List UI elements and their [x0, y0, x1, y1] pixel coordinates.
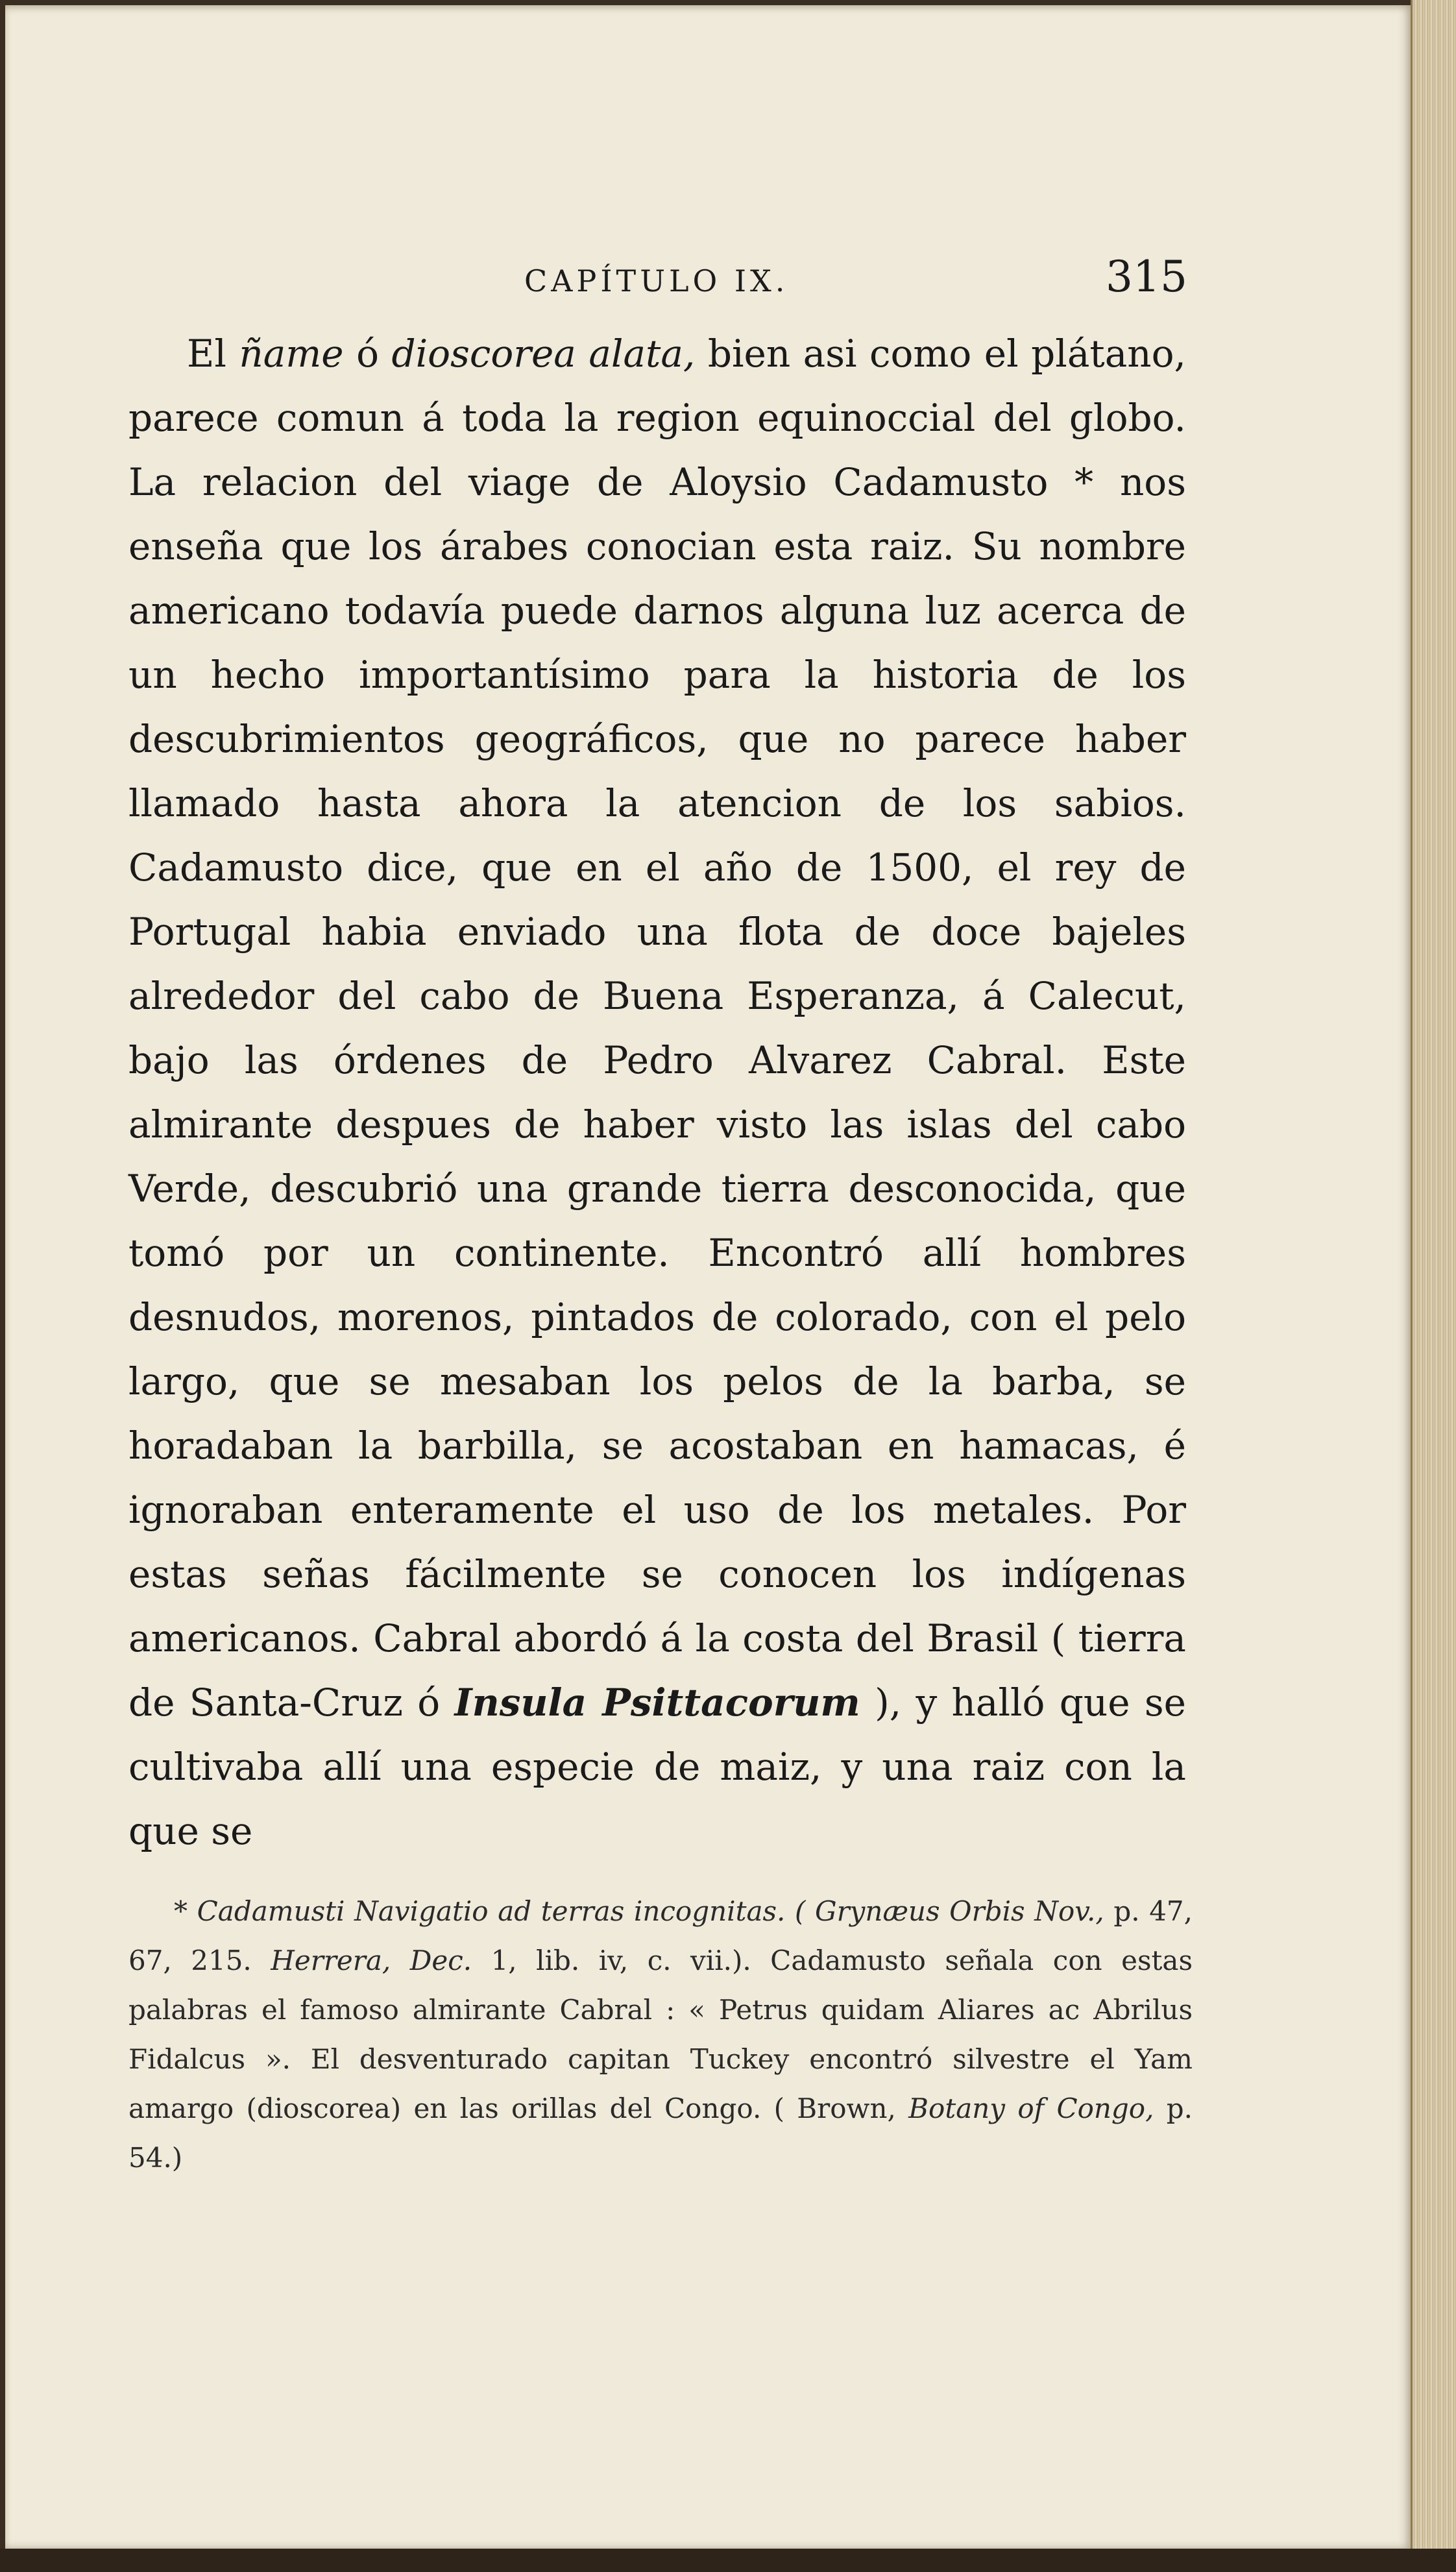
footnote-citation: Botany of Congo,	[908, 2093, 1154, 2124]
footnote-text: 1, lib. iv, c. vii.). Cadamusto señala con estas palabras el famoso almirante Cabral : « Petrus quidam Aliares ac Abrilus Fidalcus ». El desventurado capitan Tuckey encontró silvestre el Yam amargo (dioscorea) en las orillas del Congo. ( Brown,	[128, 1945, 1193, 2124]
italic-term: Insula Psittacorum	[454, 1680, 860, 1725]
paragraph	[128, 322, 1186, 1863]
footnote-marker: *	[174, 1895, 197, 1927]
footnote-citation: Herrera, Dec.	[271, 1945, 472, 1976]
page-header	[5, 252, 1411, 310]
footnote-paragraph	[128, 1887, 1193, 2183]
footnote	[128, 1887, 1193, 2183]
book-bottom-edge	[0, 2549, 1456, 2572]
page-number: 315	[1106, 252, 1187, 302]
running-head: CAPÍTULO IX.	[524, 263, 789, 298]
text-run: bien asi como el plátano, parece comun á toda la region equinoccial del globo. La relacion del viage de Aloysio Cadamusto * nos enseña que los árabes conocian esta raiz. Su nombre americano todavía puede darnos alguna luz acerca de un hecho importantísimo para la historia de los descubrimientos geográficos, que no parece haber llamado hasta ahora la atencion de los sabios. Cadamusto dice, que en el año de 1500, el rey de Portugal habia enviado una flota de doce bajeles alrededor del cabo de Buena Esperanza, á Calecut, bajo las órdenes de Pedro Alvarez Cabral. Este almirante despues de haber visto las islas del cabo Verde, descubrió una grande tierra desconocida, que tomó por un continente. Encontró allí hombres desnudos, morenos, pintados de colorado, con el pelo largo, que se mesaban los pelos de la barba, se horadaban la barbilla, se acostaban en hamacas, é ignoraban enteramente el uso de los metales. Por estas señas fácilmente se conocen los indígenas americanos. Cabral abordó á la costa del Brasil ( tierra de Santa-Cruz ó	[128, 332, 1186, 1725]
text-run: El	[187, 332, 239, 376]
footnote-citation: Cadamusti Navigatio ad terras incognitas. ( Grynæus Orbis Nov.,	[197, 1895, 1104, 1927]
italic-term: ñame	[239, 332, 344, 376]
footnote-text: p. 54.)	[128, 2093, 1193, 2174]
book-page	[5, 5, 1411, 2549]
footnote-text: p. 47, 67, 215.	[128, 1895, 1193, 1976]
text-run: ), y halló que se cultivaba allí una especie de maiz, y una raiz con la que se	[128, 1680, 1186, 1853]
body-paragraph	[128, 322, 1186, 1863]
text-run: ó	[343, 332, 392, 376]
page-edge	[1411, 0, 1456, 2572]
italic-term: dioscorea alata,	[391, 332, 696, 376]
